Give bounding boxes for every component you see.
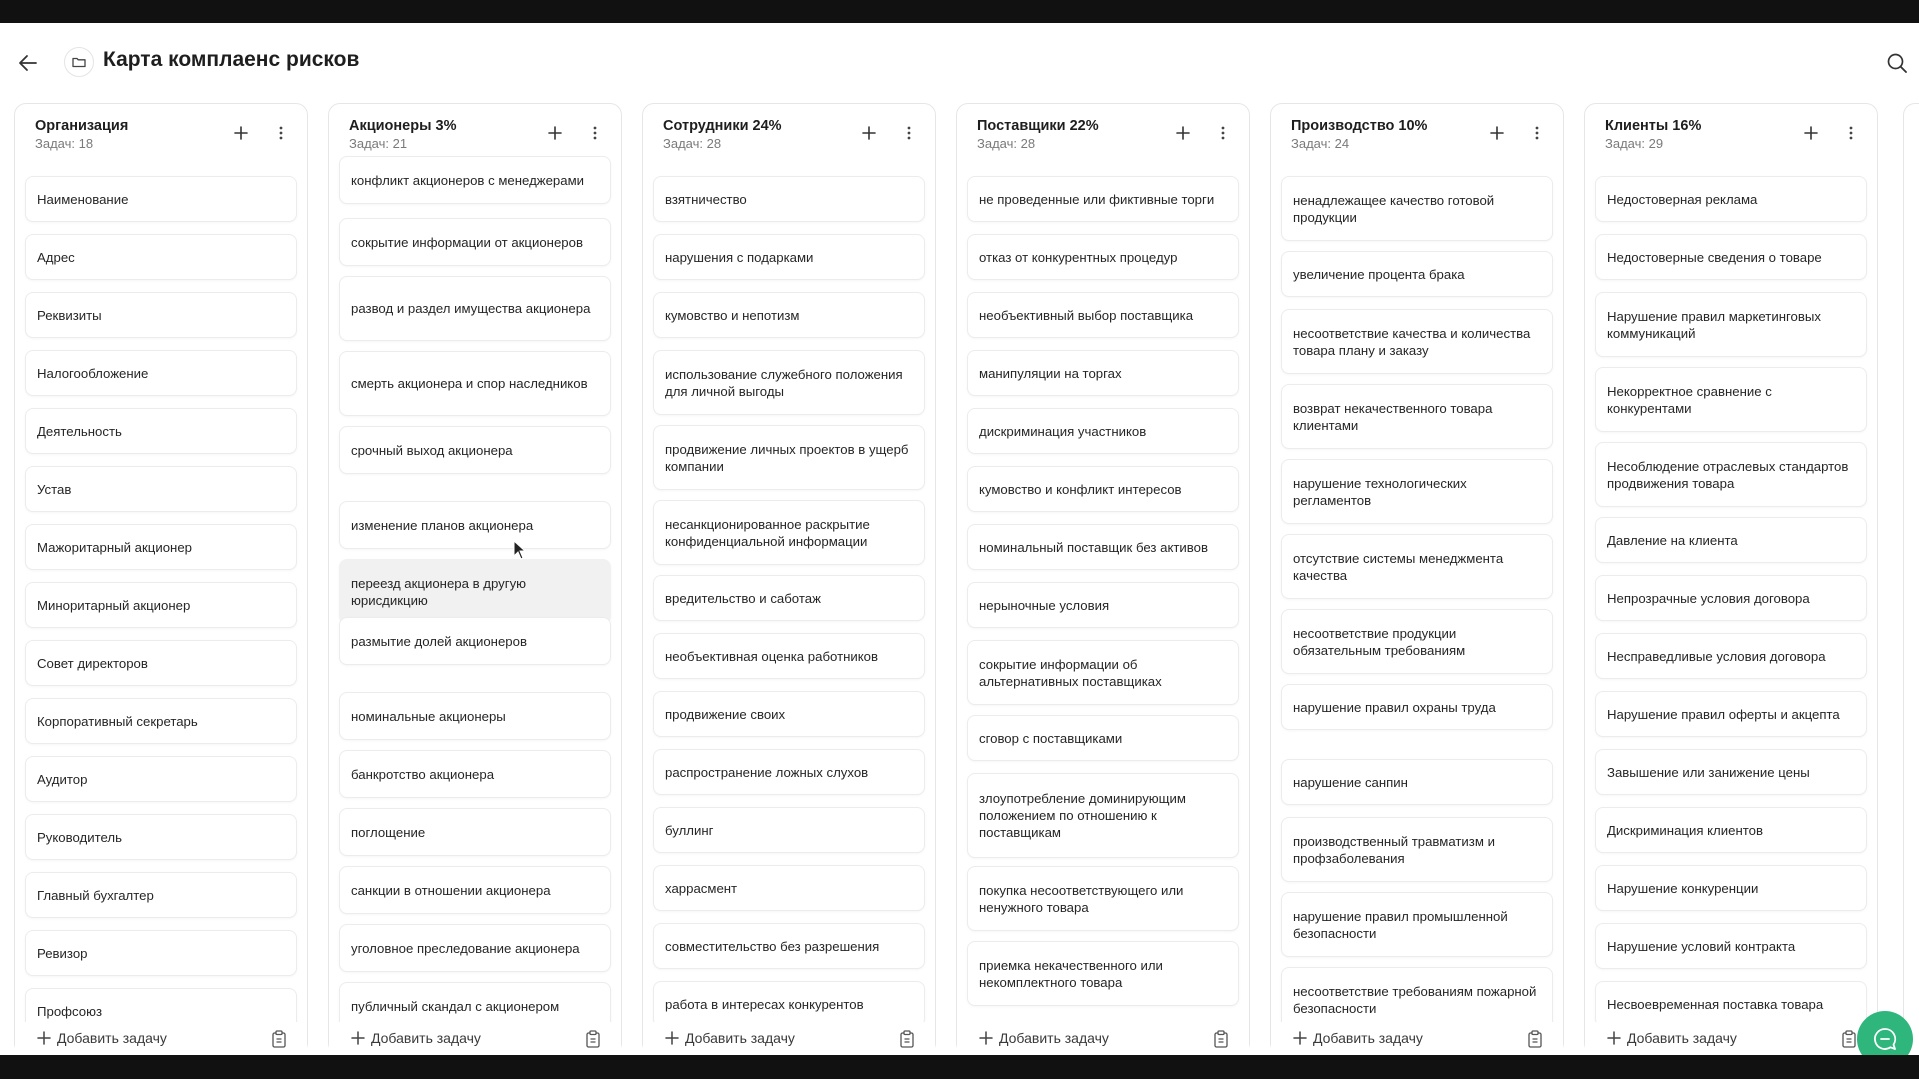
task-card[interactable]: Профсоюз bbox=[25, 988, 297, 1034]
back-button[interactable] bbox=[14, 49, 42, 77]
task-card[interactable]: Нарушение правил маркетинговых коммуникаций bbox=[1595, 292, 1867, 357]
task-card[interactable]: увеличение процента брака bbox=[1281, 251, 1553, 297]
task-card[interactable]: сокрытие информации об альтернативных поставщиках bbox=[967, 640, 1239, 705]
task-card[interactable]: необъективный выбор поставщика bbox=[967, 292, 1239, 338]
add-task-label: Добавить задачу bbox=[371, 1030, 481, 1046]
task-card[interactable]: размытие долей акционеров bbox=[339, 617, 611, 665]
more-vertical-icon bbox=[1843, 125, 1859, 141]
add-task-button[interactable] bbox=[665, 1030, 795, 1046]
plus-icon bbox=[351, 1031, 365, 1045]
template-button[interactable] bbox=[1525, 1029, 1545, 1049]
task-card[interactable]: публичный скандал с акционером bbox=[339, 982, 611, 1030]
page-header bbox=[0, 23, 1919, 103]
plus-icon bbox=[1293, 1031, 1307, 1045]
column-footer bbox=[643, 1022, 935, 1056]
column-card-list bbox=[339, 166, 611, 1014]
task-card[interactable]: несанкционированное раскрытие конфиденциальной информации bbox=[653, 500, 925, 565]
column-card-list bbox=[1281, 166, 1553, 1016]
task-card[interactable]: нарушение санпин bbox=[1281, 759, 1553, 805]
column-card-list bbox=[967, 166, 1239, 998]
column bbox=[1584, 103, 1878, 1055]
column-footer bbox=[329, 1022, 621, 1056]
task-card[interactable]: распространение ложных слухов bbox=[653, 749, 925, 795]
task-card[interactable]: покупка несоответствующего или ненужного товара bbox=[967, 866, 1239, 931]
page-title: Карта комплаенс рисков bbox=[103, 48, 360, 71]
task-card[interactable]: Нарушение условий контракта bbox=[1595, 923, 1867, 969]
arrow-left-icon bbox=[17, 52, 39, 74]
task-card[interactable]: Недостоверная реклама bbox=[1595, 176, 1867, 222]
task-card[interactable]: харрасмент bbox=[653, 865, 925, 911]
top-black-bar bbox=[0, 0, 1919, 23]
more-vertical-icon bbox=[1215, 125, 1231, 141]
task-card[interactable]: несоответствие продукции обязательным требованиям bbox=[1281, 609, 1553, 674]
task-card[interactable]: сговор с поставщиками bbox=[967, 715, 1239, 761]
task-card[interactable]: нарушение правил охраны труда bbox=[1281, 684, 1553, 730]
folder-button[interactable] bbox=[64, 47, 94, 77]
task-card[interactable]: Несвоевременная поставка товара bbox=[1595, 981, 1867, 1027]
task-card[interactable]: несоответствие требованиям пожарной безопасности bbox=[1281, 967, 1553, 1032]
template-button[interactable] bbox=[1839, 1029, 1859, 1049]
column-add-button[interactable] bbox=[1485, 121, 1509, 145]
plus-icon bbox=[861, 125, 877, 141]
column bbox=[642, 103, 936, 1055]
task-card[interactable]: злоупотребление доминирующим положением по отношению к поставщикам bbox=[967, 773, 1239, 858]
task-card[interactable]: Несоблюдение отраслевых стандартов продвижения товара bbox=[1595, 442, 1867, 507]
task-card[interactable]: возврат некачественного товара клиентами bbox=[1281, 384, 1553, 449]
add-task-button[interactable] bbox=[1293, 1030, 1423, 1046]
template-button[interactable] bbox=[1211, 1029, 1231, 1049]
add-task-label: Добавить задачу bbox=[1313, 1030, 1423, 1046]
column-header bbox=[1585, 104, 1877, 166]
column-menu-button[interactable] bbox=[1839, 121, 1863, 145]
task-card[interactable]: нерыночные условия bbox=[967, 582, 1239, 628]
task-card[interactable]: Налогообложение bbox=[25, 350, 297, 396]
column-card-list bbox=[653, 166, 925, 1012]
task-card[interactable]: ненадлежащее качество готовой продукции bbox=[1281, 176, 1553, 241]
column-add-button[interactable] bbox=[229, 121, 253, 145]
task-card[interactable]: срочный выход акционера bbox=[339, 426, 611, 474]
task-card[interactable]: совместительство без разрешения bbox=[653, 923, 925, 969]
plus-icon bbox=[979, 1031, 993, 1045]
task-card[interactable]: Недостоверные сведения о товаре bbox=[1595, 234, 1867, 280]
plus-icon bbox=[665, 1031, 679, 1045]
column-task-count: Задач: 18 bbox=[35, 136, 94, 151]
task-card[interactable]: развод и раздел имущества акционера bbox=[339, 276, 611, 341]
task-card[interactable]: банкротство акционера bbox=[339, 750, 611, 798]
task-card[interactable]: Завышение или занижение цены bbox=[1595, 749, 1867, 795]
task-card[interactable]: Главный бухгалтер bbox=[25, 872, 297, 918]
template-button[interactable] bbox=[897, 1029, 917, 1049]
chat-search-icon bbox=[1871, 1025, 1899, 1053]
plus-icon bbox=[1489, 125, 1505, 141]
column-title: Организация bbox=[35, 118, 129, 134]
add-task-label: Добавить задачу bbox=[1627, 1030, 1737, 1046]
mouse-cursor-icon bbox=[513, 540, 527, 560]
task-card[interactable]: уголовное преследование акционера bbox=[339, 924, 611, 972]
column-add-button[interactable] bbox=[543, 121, 567, 145]
template-button[interactable] bbox=[269, 1029, 289, 1049]
column-title: Поставщики 22% bbox=[977, 118, 1099, 134]
search-button[interactable] bbox=[1882, 48, 1912, 78]
task-card[interactable]: вредительство и саботаж bbox=[653, 575, 925, 621]
task-card[interactable]: Реквизиты bbox=[25, 292, 297, 338]
next-column-edge bbox=[1903, 103, 1919, 1055]
add-task-button[interactable] bbox=[1607, 1030, 1737, 1046]
task-card[interactable]: изменение планов акционера bbox=[339, 501, 611, 549]
task-card[interactable]: Нарушение правил оферты и акцепта bbox=[1595, 691, 1867, 737]
task-card[interactable]: переезд акционера в другую юрисдикцию bbox=[339, 559, 611, 624]
plus-icon bbox=[233, 125, 249, 141]
column bbox=[14, 103, 308, 1055]
column-card-list bbox=[1595, 166, 1867, 1012]
clipboard-icon bbox=[1841, 1030, 1857, 1048]
column-task-count: Задач: 24 bbox=[1291, 136, 1350, 151]
task-card[interactable]: номинальные акционеры bbox=[339, 692, 611, 740]
column-footer bbox=[15, 1022, 307, 1056]
column-menu-button[interactable] bbox=[1211, 121, 1235, 145]
task-card[interactable]: кумовство и конфликт интересов bbox=[967, 466, 1239, 512]
column-footer bbox=[1271, 1022, 1563, 1056]
search-icon bbox=[1886, 52, 1908, 74]
task-card[interactable]: санкции в отношении акционера bbox=[339, 866, 611, 914]
task-card[interactable]: работа в интересах конкурентов bbox=[653, 981, 925, 1027]
clipboard-icon bbox=[585, 1030, 601, 1048]
more-vertical-icon bbox=[901, 125, 917, 141]
column bbox=[328, 103, 622, 1055]
task-card[interactable]: несоответствие качества и количества товара плану и заказу bbox=[1281, 309, 1553, 374]
task-card[interactable]: Миноритарный акционер bbox=[25, 582, 297, 628]
task-card[interactable]: манипуляции на торгах bbox=[967, 350, 1239, 396]
task-card[interactable]: взятничество bbox=[653, 176, 925, 222]
add-task-button[interactable] bbox=[979, 1030, 1109, 1046]
column-menu-button[interactable] bbox=[1525, 121, 1549, 145]
column-header bbox=[643, 104, 935, 166]
task-card[interactable]: кумовство и непотизм bbox=[653, 292, 925, 338]
add-task-label: Добавить задачу bbox=[57, 1030, 167, 1046]
column-header bbox=[15, 104, 307, 166]
bottom-black-bar bbox=[0, 1055, 1919, 1079]
task-card[interactable]: Аудитор bbox=[25, 756, 297, 802]
column-task-count: Задач: 29 bbox=[1605, 136, 1664, 151]
task-card[interactable]: дискриминация участников bbox=[967, 408, 1239, 454]
task-card[interactable]: Давление на клиента bbox=[1595, 517, 1867, 563]
task-card[interactable]: использование служебного положения для личной выгоды bbox=[653, 350, 925, 415]
add-task-button[interactable] bbox=[37, 1030, 167, 1046]
task-card[interactable]: Ревизор bbox=[25, 930, 297, 976]
more-vertical-icon bbox=[273, 125, 289, 141]
task-card[interactable]: производственный травматизм и профзаболевания bbox=[1281, 817, 1553, 882]
task-card[interactable]: поглощение bbox=[339, 808, 611, 856]
column-card-list bbox=[25, 166, 297, 1019]
task-card[interactable]: Непрозрачные условия договора bbox=[1595, 575, 1867, 621]
task-card[interactable]: отсутствие системы менеджмента качества bbox=[1281, 534, 1553, 599]
task-card[interactable]: нарушение правил промышленной безопасности bbox=[1281, 892, 1553, 957]
task-card[interactable]: сокрытие информации от акционеров bbox=[339, 218, 611, 266]
task-card[interactable]: смерть акционера и спор наследников bbox=[339, 351, 611, 416]
more-vertical-icon bbox=[587, 125, 603, 141]
task-card[interactable]: не проведенные или фиктивные торги bbox=[967, 176, 1239, 222]
add-task-button[interactable] bbox=[351, 1030, 481, 1046]
task-card[interactable]: буллинг bbox=[653, 807, 925, 853]
plus-icon bbox=[37, 1031, 51, 1045]
column-title: Сотрудники 24% bbox=[663, 118, 782, 134]
column-header bbox=[957, 104, 1249, 166]
task-card[interactable]: конфликт акционеров с менеджерами bbox=[339, 156, 611, 204]
clipboard-icon bbox=[271, 1030, 287, 1048]
column-menu-button[interactable] bbox=[897, 121, 921, 145]
kanban-board bbox=[14, 103, 1919, 1055]
column-add-button[interactable] bbox=[1799, 121, 1823, 145]
clipboard-icon bbox=[1213, 1030, 1229, 1048]
task-card[interactable]: номинальный поставщик без активов bbox=[967, 524, 1239, 570]
column-add-button[interactable] bbox=[857, 121, 881, 145]
clipboard-icon bbox=[899, 1030, 915, 1048]
column-title: Клиенты 16% bbox=[1605, 118, 1702, 134]
task-card[interactable]: Наименование bbox=[25, 176, 297, 222]
plus-icon bbox=[1607, 1031, 1621, 1045]
task-card[interactable]: необъективная оценка работников bbox=[653, 633, 925, 679]
task-card[interactable]: приемка некачественного или некомплектного товара bbox=[967, 941, 1239, 1006]
task-card[interactable]: Адрес bbox=[25, 234, 297, 280]
folder-icon bbox=[71, 54, 87, 70]
column-task-count: Задач: 28 bbox=[663, 136, 722, 151]
task-card[interactable]: Некорректное сравнение с конкурентами bbox=[1595, 367, 1867, 432]
task-card[interactable]: нарушения с подарками bbox=[653, 234, 925, 280]
task-card[interactable]: Мажоритарный акционер bbox=[25, 524, 297, 570]
task-card[interactable]: Несправедливые условия договора bbox=[1595, 633, 1867, 679]
plus-icon bbox=[1803, 125, 1819, 141]
column-task-count: Задач: 21 bbox=[349, 136, 408, 151]
column-header bbox=[1271, 104, 1563, 166]
task-card[interactable]: отказ от конкурентных процедур bbox=[967, 234, 1239, 280]
task-card[interactable]: Деятельность bbox=[25, 408, 297, 454]
column bbox=[1270, 103, 1564, 1055]
task-card[interactable]: Совет директоров bbox=[25, 640, 297, 686]
template-button[interactable] bbox=[583, 1029, 603, 1049]
column-add-button[interactable] bbox=[1171, 121, 1195, 145]
add-task-label: Добавить задачу bbox=[999, 1030, 1109, 1046]
task-card[interactable]: Нарушение конкуренции bbox=[1595, 865, 1867, 911]
more-vertical-icon bbox=[1529, 125, 1545, 141]
column-footer bbox=[1585, 1022, 1877, 1056]
plus-icon bbox=[1175, 125, 1191, 141]
column-menu-button[interactable] bbox=[269, 121, 293, 145]
column-title: Производство 10% bbox=[1291, 118, 1428, 134]
task-card[interactable]: продвижение своих bbox=[653, 691, 925, 737]
task-card[interactable]: Устав bbox=[25, 466, 297, 512]
task-card[interactable]: Руководитель bbox=[25, 814, 297, 860]
plus-icon bbox=[547, 125, 563, 141]
task-card[interactable]: Дискриминация клиентов bbox=[1595, 807, 1867, 853]
task-card[interactable]: Корпоративный секретарь bbox=[25, 698, 297, 744]
clipboard-icon bbox=[1527, 1030, 1543, 1048]
column-menu-button[interactable] bbox=[583, 121, 607, 145]
task-card[interactable]: нарушение технологических регламентов bbox=[1281, 459, 1553, 524]
task-card[interactable]: продвижение личных проектов в ущерб компании bbox=[653, 425, 925, 490]
column-task-count: Задач: 28 bbox=[977, 136, 1036, 151]
page bbox=[0, 23, 1919, 1055]
add-task-label: Добавить задачу bbox=[685, 1030, 795, 1046]
column-title: Акционеры 3% bbox=[349, 118, 457, 134]
column-footer bbox=[957, 1022, 1249, 1056]
column bbox=[956, 103, 1250, 1055]
